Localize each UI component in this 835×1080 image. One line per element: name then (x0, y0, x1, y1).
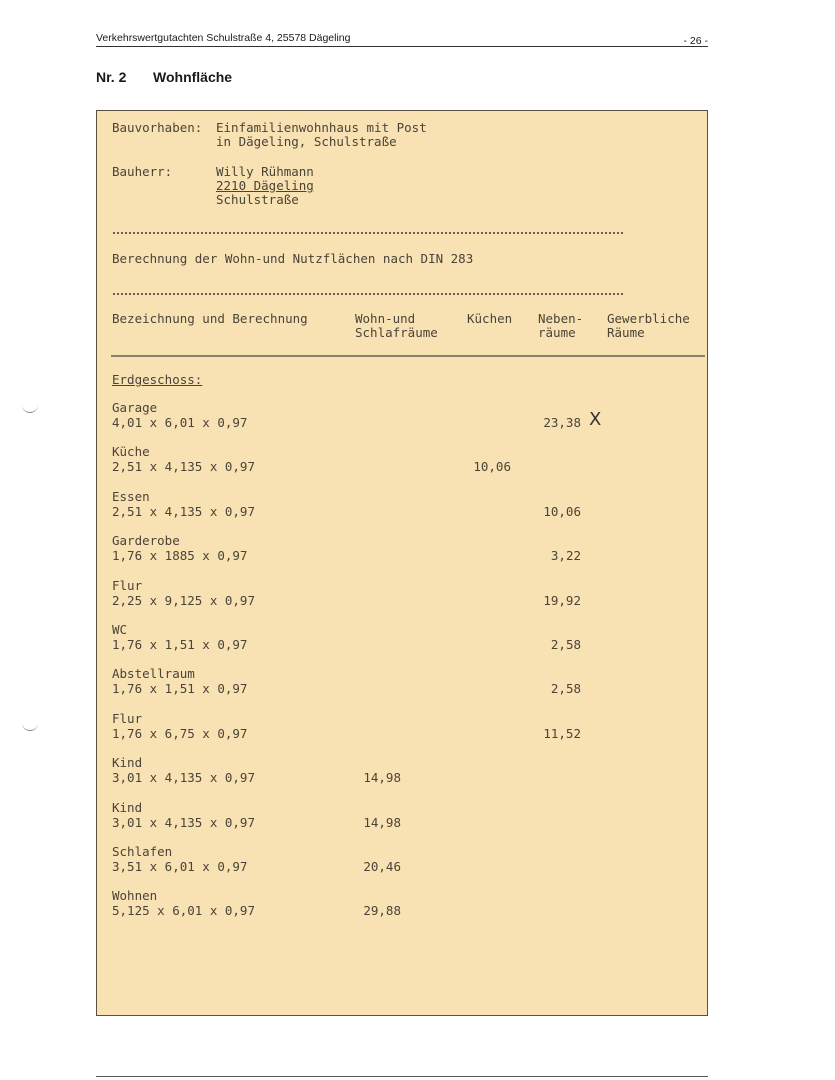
floor-label: Erdgeschoss: (112, 372, 203, 387)
room-formula: 2,51 x 4,135 x 0,97 (112, 504, 255, 519)
room-name: Garage (112, 400, 158, 415)
page-header (96, 30, 708, 47)
room-neben-value: 11,52 (543, 726, 581, 741)
room-formula: 1,76 x 1885 x 0,97 (112, 548, 248, 563)
bauvorhaben-line2: in Dägeling, Schulstraße (216, 134, 397, 149)
section-number: Nr. 2 (96, 69, 127, 85)
room-name: Flur (112, 711, 143, 726)
bauvorhaben-line1: Einfamilienwohnhaus mit Post (216, 120, 427, 135)
scanned-document (96, 110, 708, 1016)
room-name: Flur (112, 578, 143, 593)
room-name: Garderobe (112, 533, 180, 548)
room-kuechen-value: 10,06 (473, 459, 511, 474)
room-neben-value: 23,38 (543, 415, 581, 430)
room-formula: 1,76 x 6,75 x 0,97 (112, 726, 248, 741)
col-gewerb-line1: Gewerbliche (607, 311, 690, 326)
room-formula: 1,76 x 1,51 x 0,97 (112, 681, 248, 696)
room-name: Wohnen (112, 888, 158, 903)
col-kuechen: Küchen (467, 311, 513, 326)
page-number: - 26 - (683, 35, 708, 47)
room-formula: 3,01 x 4,135 x 0,97 (112, 815, 255, 830)
room-wohn-value: 14,98 (363, 815, 401, 830)
bauherr-line1: Willy Rühmann (216, 164, 314, 179)
dotted-separator (113, 293, 623, 295)
room-wohn-value: 20,46 (363, 859, 401, 874)
room-name: Küche (112, 444, 150, 459)
room-formula: 2,25 x 9,125 x 0,97 (112, 593, 255, 608)
header-title: Verkehrswertgutachten Schulstraße 4, 25578 Dägeling (96, 32, 351, 44)
dotted-separator (113, 232, 623, 234)
section-title: Wohnfläche (153, 69, 233, 85)
check-mark: X (589, 409, 602, 430)
bauherr-line2: 2210 Dägeling (216, 178, 314, 193)
room-neben-value: 19,92 (543, 593, 581, 608)
calc-title: Berechnung der Wohn-und Nutzflächen nach DIN 283 (112, 251, 474, 266)
room-formula: 3,51 x 6,01 x 0,97 (112, 859, 248, 874)
room-name: Essen (112, 489, 150, 504)
bauvorhaben-label: Bauvorhaben: (112, 120, 203, 135)
room-neben-value: 3,22 (550, 548, 581, 563)
col-wohn-line2: Schlafräume (355, 325, 438, 340)
scan-margin-mark (22, 404, 38, 413)
col-gewerb-line2: Räume (607, 325, 645, 340)
room-name: Kind (112, 755, 143, 770)
col-wohn-line1: Wohn-und (355, 311, 416, 326)
room-neben-value: 2,58 (550, 637, 581, 652)
room-formula: 2,51 x 4,135 x 0,97 (112, 459, 255, 474)
room-name: Kind (112, 800, 143, 815)
room-formula: 3,01 x 4,135 x 0,97 (112, 770, 255, 785)
room-neben-value: 2,58 (550, 681, 581, 696)
scan-margin-mark (22, 722, 38, 731)
room-formula: 4,01 x 6,01 x 0,97 (112, 415, 248, 430)
col-bezeichnung: Bezeichnung und Berechnung (112, 311, 308, 326)
room-formula: 1,76 x 1,51 x 0,97 (112, 637, 248, 652)
room-name: WC (112, 622, 128, 637)
footer-rule (96, 1076, 708, 1077)
room-wohn-value: 29,88 (363, 903, 401, 918)
col-neben-line2: räume (538, 325, 576, 340)
bauherr-line3: Schulstraße (216, 192, 299, 207)
room-formula: 5,125 x 6,01 x 0,97 (112, 903, 255, 918)
room-name: Schlafen (112, 844, 173, 859)
col-neben-line1: Neben- (538, 311, 584, 326)
header-rule (111, 355, 705, 357)
bauherr-label: Bauherr: (112, 164, 173, 179)
room-wohn-value: 14,98 (363, 770, 401, 785)
room-name: Abstellraum (112, 666, 195, 681)
room-neben-value: 10,06 (543, 504, 581, 519)
section-heading (96, 69, 232, 85)
